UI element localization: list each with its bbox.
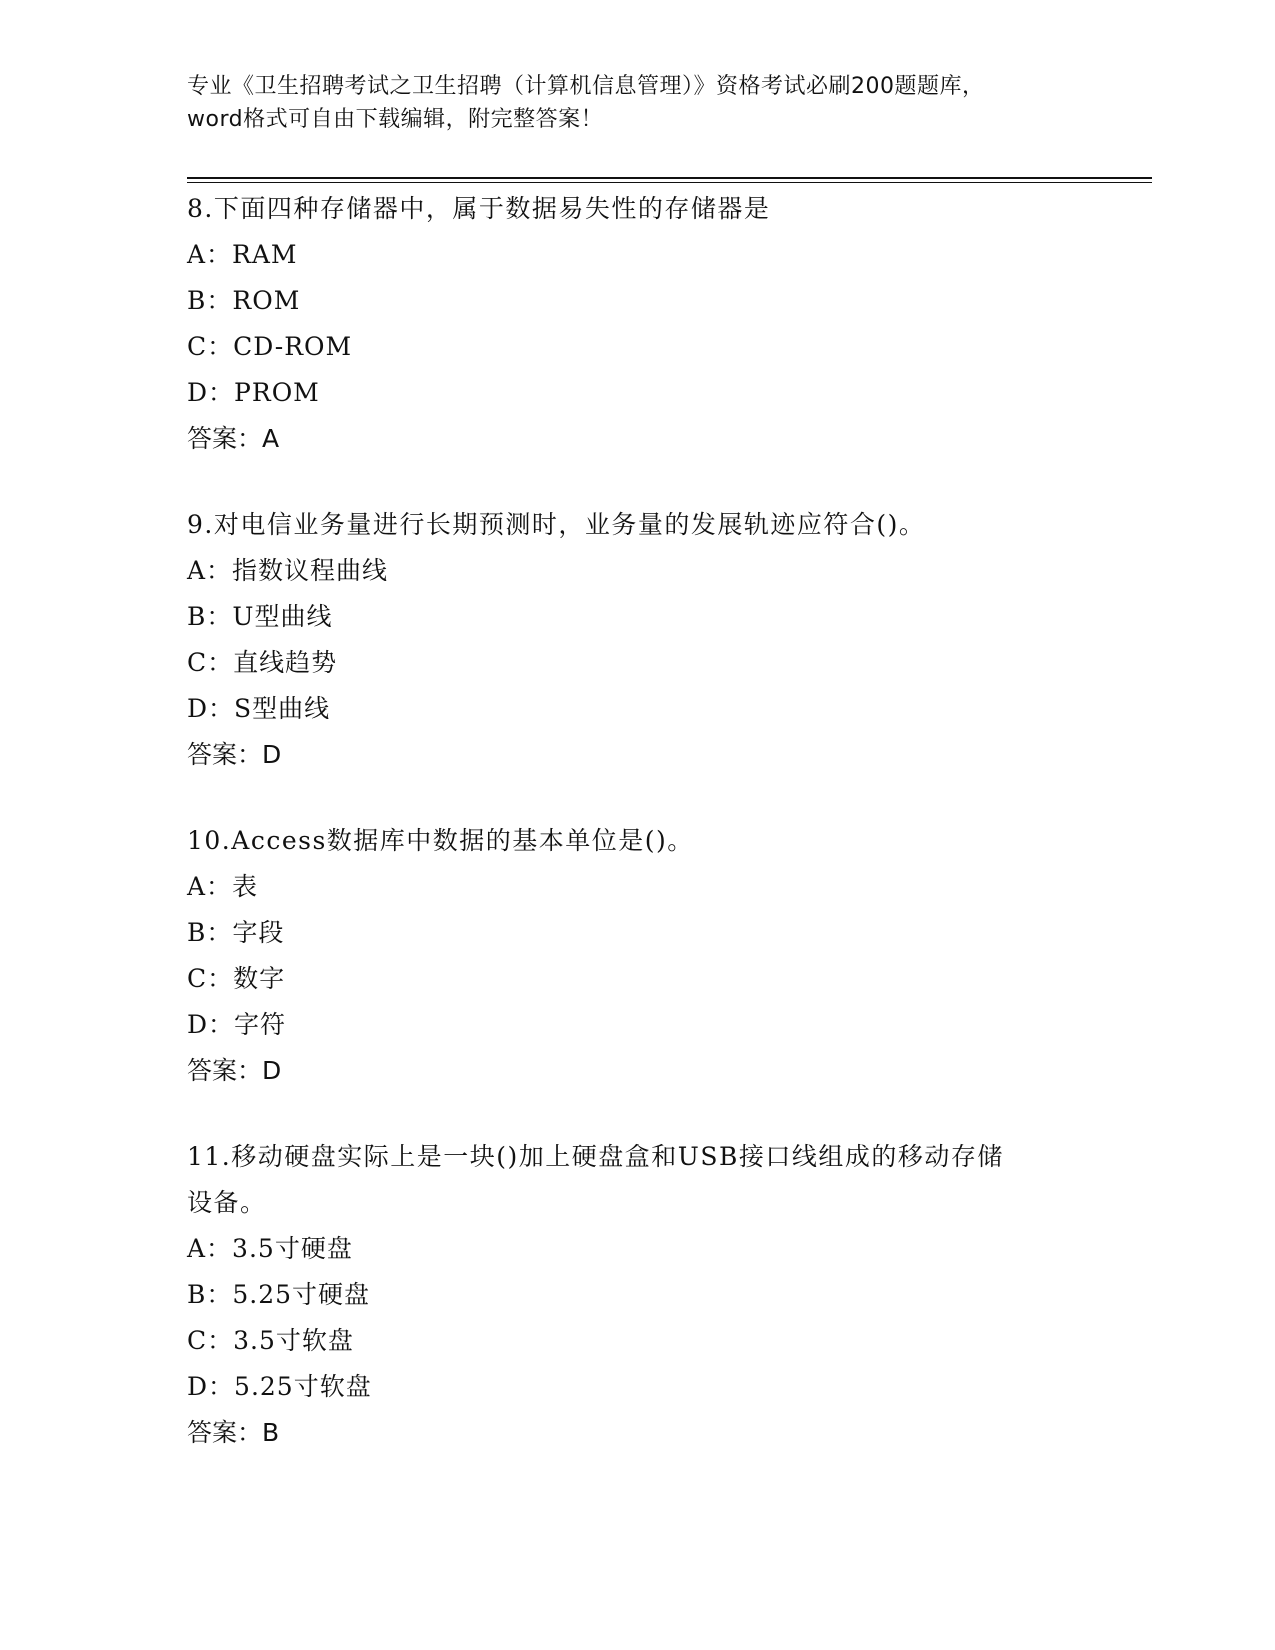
option-c: C：数字 — [187, 964, 286, 993]
option-b: B：U型曲线 — [187, 602, 333, 631]
option-d: D：字符 — [187, 1010, 287, 1039]
option-d: D：PROM — [187, 378, 320, 407]
question-stem-line-2: 设备。 — [187, 1188, 267, 1217]
option-b: B：5.25寸硬盘 — [187, 1280, 371, 1309]
answer: 答案：B — [187, 1418, 280, 1447]
header-divider-thick — [187, 177, 1152, 179]
answer: 答案：D — [187, 740, 282, 769]
question-8 — [187, 186, 1087, 462]
question-11 — [187, 1134, 1087, 1456]
document-header — [187, 70, 1087, 136]
answer: 答案：D — [187, 1056, 282, 1085]
question-stem: 8.下面四种存储器中，属于数据易失性的存储器是 — [187, 194, 771, 223]
option-a: A：RAM — [187, 240, 298, 269]
header-line-2: word格式可自由下载编辑，附完整答案！ — [187, 107, 604, 132]
question-9 — [187, 502, 1087, 778]
header-line-1: 专业《卫生招聘考试之卫生招聘（计算机信息管理）》资格考试必刷200题题库， — [187, 74, 985, 99]
option-c: C：CD-ROM — [187, 332, 353, 361]
question-stem: 9.对电信业务量进行长期预测时，业务量的发展轨迹应符合()。 — [187, 510, 926, 539]
option-a: A：3.5寸硬盘 — [187, 1234, 353, 1263]
option-a: A：指数议程曲线 — [187, 556, 389, 585]
option-d: D：5.25寸软盘 — [187, 1372, 372, 1401]
option-b: B：字段 — [187, 918, 285, 947]
header-divider-thin — [187, 182, 1152, 183]
option-b: B：ROM — [187, 286, 301, 315]
question-stem-line-1: 11.移动硬盘实际上是一块()加上硬盘盒和USB接口线组成的移动存储 — [187, 1142, 1004, 1171]
option-c: C：3.5寸软盘 — [187, 1326, 354, 1355]
option-d: D：S型曲线 — [187, 694, 331, 723]
option-c: C：直线趋势 — [187, 648, 338, 677]
question-stem: 10.Access数据库中数据的基本单位是()。 — [187, 826, 694, 855]
question-10 — [187, 818, 1087, 1094]
answer: 答案：A — [187, 424, 280, 453]
option-a: A：表 — [187, 872, 259, 901]
